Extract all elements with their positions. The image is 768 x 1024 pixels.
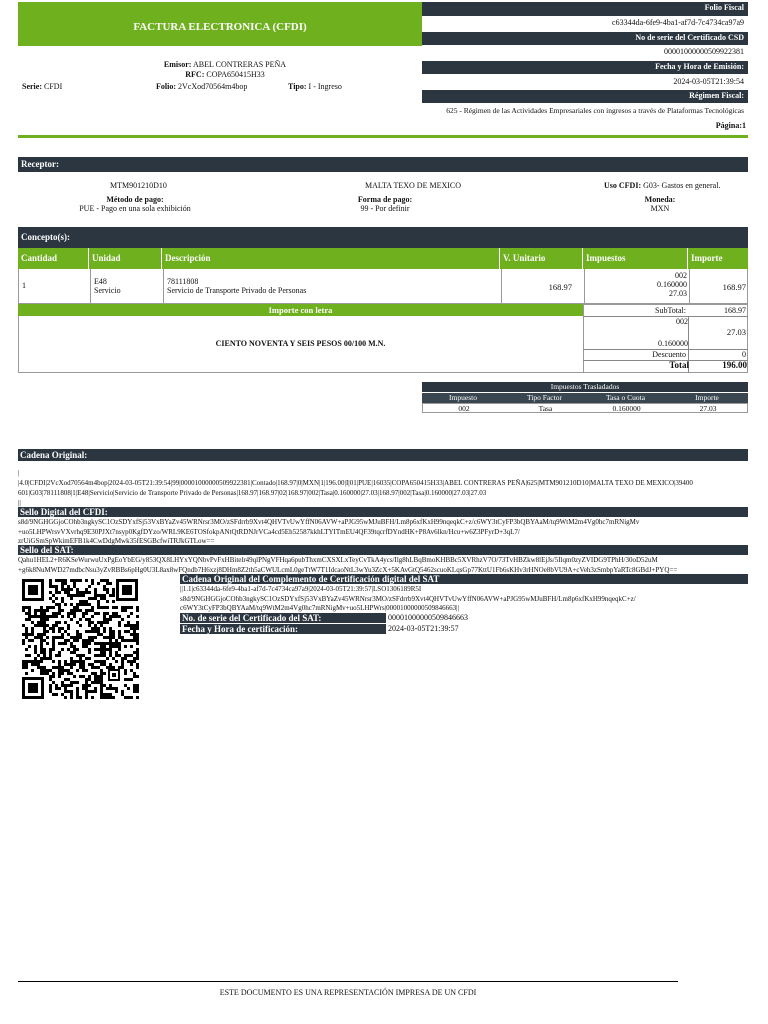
row-imp-rate: 0.160000 (657, 280, 687, 289)
traslados-col-impuesto: Impuesto (449, 393, 477, 402)
emisor-label: Emisor: (163, 60, 192, 69)
sello-cfdi-line: s8d/9NGHGGjoCOhb3ngkySC1OzSDYxfSj53VxBYaZv45WRNrsr3MO/zSFdrrb9Xvt4QHVTvUwYffN06AVW+aPJG95wMJuBFH/Lm8p6xfKxH99nqeqkC+z/c6WY3tCyFP3bQBYAaM/tq9WtM2m4Vg0hc7mRNigMv (18, 518, 640, 526)
rfc-block (100, 70, 350, 79)
page-number: Página:1 (715, 121, 746, 130)
sello-sat-line: Qahu1HEL2+R6KSeWurwuUxPgEoYbEG/y853QX8LHYxYQNbvPvFxHBitelr49qlPNgVFHqa6pubThxmCXSXLxTeyCvTkA4ycs/Ilg8hLBqBmoKHBBc5XVRhzV7O/73TvHBZkw8lEjJs/5Ilqm0zyZVIDG9TPhH/30oD52uM (18, 556, 658, 564)
descuento-label: Descuento (652, 350, 686, 359)
folio-value: 2VcXod70564m4bop (178, 82, 248, 91)
col-descripcion: Descripción (162, 248, 500, 269)
emisor-block (100, 60, 350, 69)
regimen-fiscal-value: 625 - Régimen de las Actividades Empresariales con ingresos a través de Plataformas Tecnológicas (446, 106, 744, 115)
cert-csd-label: No de serie del Certificado CSD (422, 32, 748, 45)
cadena-line: || (18, 499, 21, 507)
moneda-value: MXN (650, 204, 670, 213)
rfc-value: COPA650415H33 (206, 70, 265, 79)
fecha-emision-value: 2024-03-05T21:39:54 (673, 77, 744, 86)
traslados-row-tipo: Tasa (538, 404, 553, 413)
serie-block (22, 82, 62, 91)
tipo-block (288, 82, 342, 91)
totales-imp-amount: 27.03 (726, 327, 746, 337)
rfc-label: RFC: (185, 70, 205, 79)
traslados-col-tipo: Tipo Factor (527, 393, 562, 402)
row-unidad: E48 (94, 277, 107, 286)
folio-fiscal-label: Folio Fiscal (422, 2, 748, 16)
traslados-row-importe: 27.03 (699, 404, 717, 413)
subtotal-value: 168.97 (724, 306, 746, 315)
cadena-line: 601|G03|78111808|1|E48|Servicio|Servicio de Transporte Privado de Personas|168.97|168.97|02|168.97|002|Tasa|0.160000|27.03|168.97|002|Tasa|0.160000|27.03|27.03 (18, 489, 487, 497)
moneda-label: Moneda: (644, 195, 676, 204)
header-divider (18, 135, 748, 138)
cert-sat-value: 00001000000509846663 (388, 613, 468, 622)
sello-cfdi-title-bar (18, 507, 748, 517)
col-importe: Importe (691, 253, 723, 263)
traslados-col-importe: Importe (695, 393, 719, 402)
cert-sat-label: No. de serie del Certificado del SAT: (180, 613, 386, 623)
row-v-unitario-cell (501, 269, 585, 303)
traslados-col-tasa: Tasa o Cuota (605, 393, 646, 402)
sello-cfdi-title: Sello Digital del CFDI: (20, 507, 108, 517)
tipo-value: I - Ingreso (308, 82, 342, 91)
metodo-pago-label: Método de pago: (106, 195, 164, 204)
sello-sat-line: +g6k8NuMWD27mdbcNsu3yZvRBBs6pHg0U3L8ax8wFQndb7H6xzj8DHm8Z2th5aCWULcmL0geTtW7T1IdcaoNtL3wYu3ZcX+5KAvGtQ5462scuoKLqsGp77KttU1Fb6sKHv3rHNOe8bVU9A+cVeh3zSmbpYaRTc8GBdJ+PYQ== (18, 565, 678, 574)
traslados-title: Impuestos Trasladados (550, 382, 620, 391)
concepto-row (18, 269, 748, 304)
row-v-unitario: 168.97 (548, 282, 572, 292)
sello-cfdi-line: +uo5LHPWrsvVXvrhq9E30PJXt7nsyp0KgfDYzo/WRL9KE6TOSfokpANtQtRDNJrVCa4cd5Eh52587kkhLTYITmEU4QF39tqcrfDYndHK+P8Av6lkn/Hcu+w6Z3PFyrD+3qL7/ (18, 527, 520, 536)
complemento-title: Cadena Original del Complemento de Certificación digital del SAT (182, 574, 440, 584)
cadena-text (18, 468, 748, 508)
cert-csd-value: 00001000000509922381 (664, 47, 744, 56)
row-unidad-desc: Servicio (94, 286, 121, 295)
complemento-line: ||1.1|c63344da-6fe9-4ba1-af7d-7c4734ca97a9|2024-03-05T21:39:57|LSO1306189R5I (180, 585, 422, 593)
cadena-title: Cadena Original: (20, 450, 88, 460)
sello-sat-text (18, 556, 748, 575)
importe-letra-label: Importe con letra (268, 305, 333, 315)
complemento-line: c6WY3tCyFP3bQBYAaM/tq9WtM2m4Vg0hc7mRNigMv+uo5LHPWrs|00001000000509846663|| (180, 604, 459, 612)
metodo-pago-value: PUE - Pago en una sola exhibición (79, 204, 191, 213)
traslados-title-bar (422, 382, 748, 392)
traslados-row-tasa: 0.160000 (612, 404, 641, 413)
fecha-cert-value: 2024-03-05T21:39:57 (388, 624, 459, 633)
footer-text: ESTE DOCUMENTO ES UNA REPRESENTACIÓN IMPRESA DE UN CFDI (219, 988, 477, 997)
descuento-value: 0 (742, 350, 746, 359)
row-descripcion: Servicio de Transporte Privado de Personas (167, 286, 307, 295)
serie-value: CFDI (44, 82, 63, 91)
row-importe: 168.97 (722, 282, 746, 292)
folio-fiscal-value: c63344da-6fe9-4ba1-af7d-7c4734ca97a9 (612, 18, 744, 27)
sello-sat-title: Sello del SAT: (20, 545, 74, 555)
sello-cfdi-text (18, 518, 748, 547)
cadena-line: | (18, 469, 20, 477)
complemento-text (180, 585, 748, 614)
conceptos-title: Concepto(s): (21, 232, 70, 242)
uso-cfdi-block (604, 181, 720, 190)
regimen-fiscal-label: Régimen Fiscal: (422, 90, 748, 103)
serie-label: Serie: (22, 82, 42, 91)
footer-divider (18, 981, 678, 982)
fecha-cert-label: Fecha y Hora de certificación: (180, 624, 386, 634)
row-impuestos-cell (584, 269, 690, 303)
uso-cfdi-value: G03- Gastos en general. (643, 181, 721, 190)
conceptos-header-row (18, 248, 748, 269)
row-descripcion-cell (163, 269, 502, 303)
row-clave: 78111808 (167, 277, 199, 286)
totales-imp-code: 002 (676, 317, 688, 326)
traslados-header-row (422, 393, 748, 403)
folio-label: Folio: (156, 82, 176, 91)
traslados-row (422, 403, 748, 413)
cadena-line: |4.0|CFDI|2VcXod70564m4bop|2024-03-05T21:39:54|99|00001000000509922381|Contado|168.97|0|MXN|1|196.00|I|01|PUE|16035|COPA650415H33|ABEL CONTRERAS PEÑA|625|MTM901210D10|MALTA TEXO DE MEXICO|39400 (18, 479, 693, 487)
invoice-title-banner (18, 2, 422, 46)
receptor-title-bar (18, 157, 748, 172)
row-imp-code: 002 (675, 271, 687, 280)
totales-imp-rate: 0.160000 (658, 339, 688, 348)
importe-letra-text: CIENTO NOVENTA Y SEIS PESOS 00/100 M.N. (215, 339, 386, 348)
row-cantidad: 1 (22, 281, 26, 290)
forma-pago-label: Forma de pago: (357, 195, 413, 204)
uso-cfdi-label: Uso CFDI: (604, 181, 642, 190)
emisor-name: ABEL CONTRERAS PEÑA (193, 60, 287, 69)
col-unidad: Unidad (89, 248, 162, 269)
qr-code (20, 577, 140, 701)
traslados-row-impuesto: 002 (458, 404, 470, 413)
receptor-title: Receptor: (21, 159, 59, 169)
complemento-line: s8d/9NGHGGjoCOhb3ngkySC1OzSDYxfSj53VxBYaZv45WRNrsr3MO/zSFdrrb9Xvt4QHVTvUwYffN06AVW+aPJG95wMJuBFH/Lm8p6xfKxH99nqeqkC+z/ (180, 594, 636, 603)
complemento-title-bar (180, 574, 748, 584)
importe-letra-bar (18, 304, 583, 316)
col-cantidad: Cantidad (18, 248, 89, 269)
total-label: Total (669, 360, 689, 370)
invoice-title: FACTURA ELECTRONICA (CFDI) (133, 21, 307, 33)
total-value: 196.00 (722, 360, 747, 370)
fecha-emision-label: Fecha y Hora de Emisión: (422, 61, 748, 74)
col-impuestos: Impuestos (583, 248, 688, 269)
row-imp-amount: 27.03 (669, 289, 687, 298)
conceptos-title-bar (18, 227, 748, 248)
receptor-rfc: MTM901210D10 (110, 181, 167, 190)
sello-sat-title-bar (18, 545, 748, 555)
tipo-label: Tipo: (288, 82, 307, 91)
row-importe-cell (689, 269, 749, 303)
receptor-nombre: MALTA TEXO DE MEXICO (365, 181, 462, 190)
cadena-title-bar (18, 449, 748, 461)
sello-cfdi-line: zrUiGSmSpWkimEFB1k4CwDdgMwk35fESGBcfwiTRJkGTLow== (18, 537, 215, 545)
row-unidad-cell (90, 269, 164, 303)
subtotal-label: SubTotal: (655, 306, 686, 315)
col-v-unitario: V. Unitario (500, 248, 583, 269)
folio-block (156, 82, 247, 91)
forma-pago-value: 99 - Por definir (360, 204, 410, 213)
